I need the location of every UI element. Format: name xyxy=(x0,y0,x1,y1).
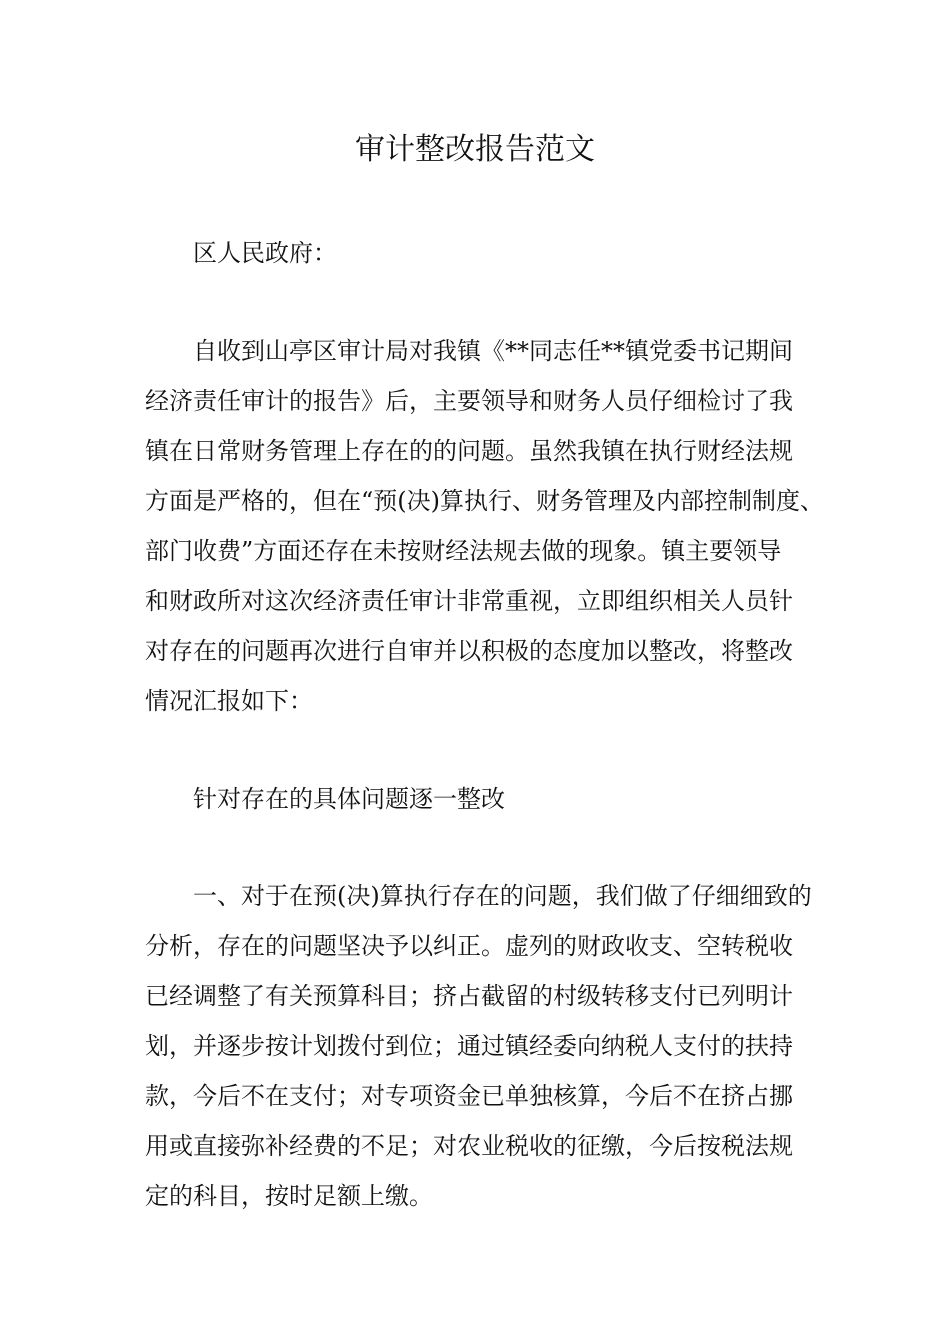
section-one-line: 分析，存在的问题坚决予以纠正。虚列的财政收支、空转税收 xyxy=(145,932,793,960)
section-heading: 针对存在的具体问题逐一整改 xyxy=(193,785,505,813)
document-title: 审计整改报告范文 xyxy=(355,132,595,167)
intro-line: 部门收费”方面还存在未按财经法规去做的现象。镇主要领导 xyxy=(145,537,782,565)
intro-line: 经济责任审计的报告》后，主要领导和财务人员仔细检讨了我 xyxy=(145,387,793,415)
section-one-line: 已经调整了有关预算科目；挤占截留的村级转移支付已列明计 xyxy=(145,982,793,1010)
intro-line: 和财政所对这次经济责任审计非常重视，立即组织相关人员针 xyxy=(145,587,793,615)
salutation: 区人民政府： xyxy=(193,239,337,267)
section-one-line: 用或直接弥补经费的不足；对农业税收的征缴，今后按税法规 xyxy=(145,1132,793,1160)
intro-line: 镇在日常财务管理上存在的的问题。虽然我镇在执行财经法规 xyxy=(145,437,793,465)
intro-line: 自收到山亭区审计局对我镇《**同志任**镇党委书记期间 xyxy=(193,337,793,365)
section-one-line: 定的科目，按时足额上缴。 xyxy=(145,1182,433,1210)
intro-line: 情况汇报如下： xyxy=(145,687,313,715)
section-one-line: 款，今后不在支付；对专项资金已单独核算，今后不在挤占挪 xyxy=(145,1082,793,1110)
section-one-line: 一、对于在预(决)算执行存在的问题，我们做了仔细细致的 xyxy=(193,882,812,910)
intro-line: 对存在的问题再次进行自审并以积极的态度加以整改，将整改 xyxy=(145,637,793,665)
intro-line: 方面是严格的，但在“预(决)算执行、财务管理及内部控制制度、 xyxy=(145,487,824,515)
section-one-paragraph xyxy=(145,871,815,1221)
intro-paragraph xyxy=(145,326,824,726)
section-one-line: 划，并逐步按计划拨付到位；通过镇经委向纳税人支付的扶持 xyxy=(145,1032,793,1060)
